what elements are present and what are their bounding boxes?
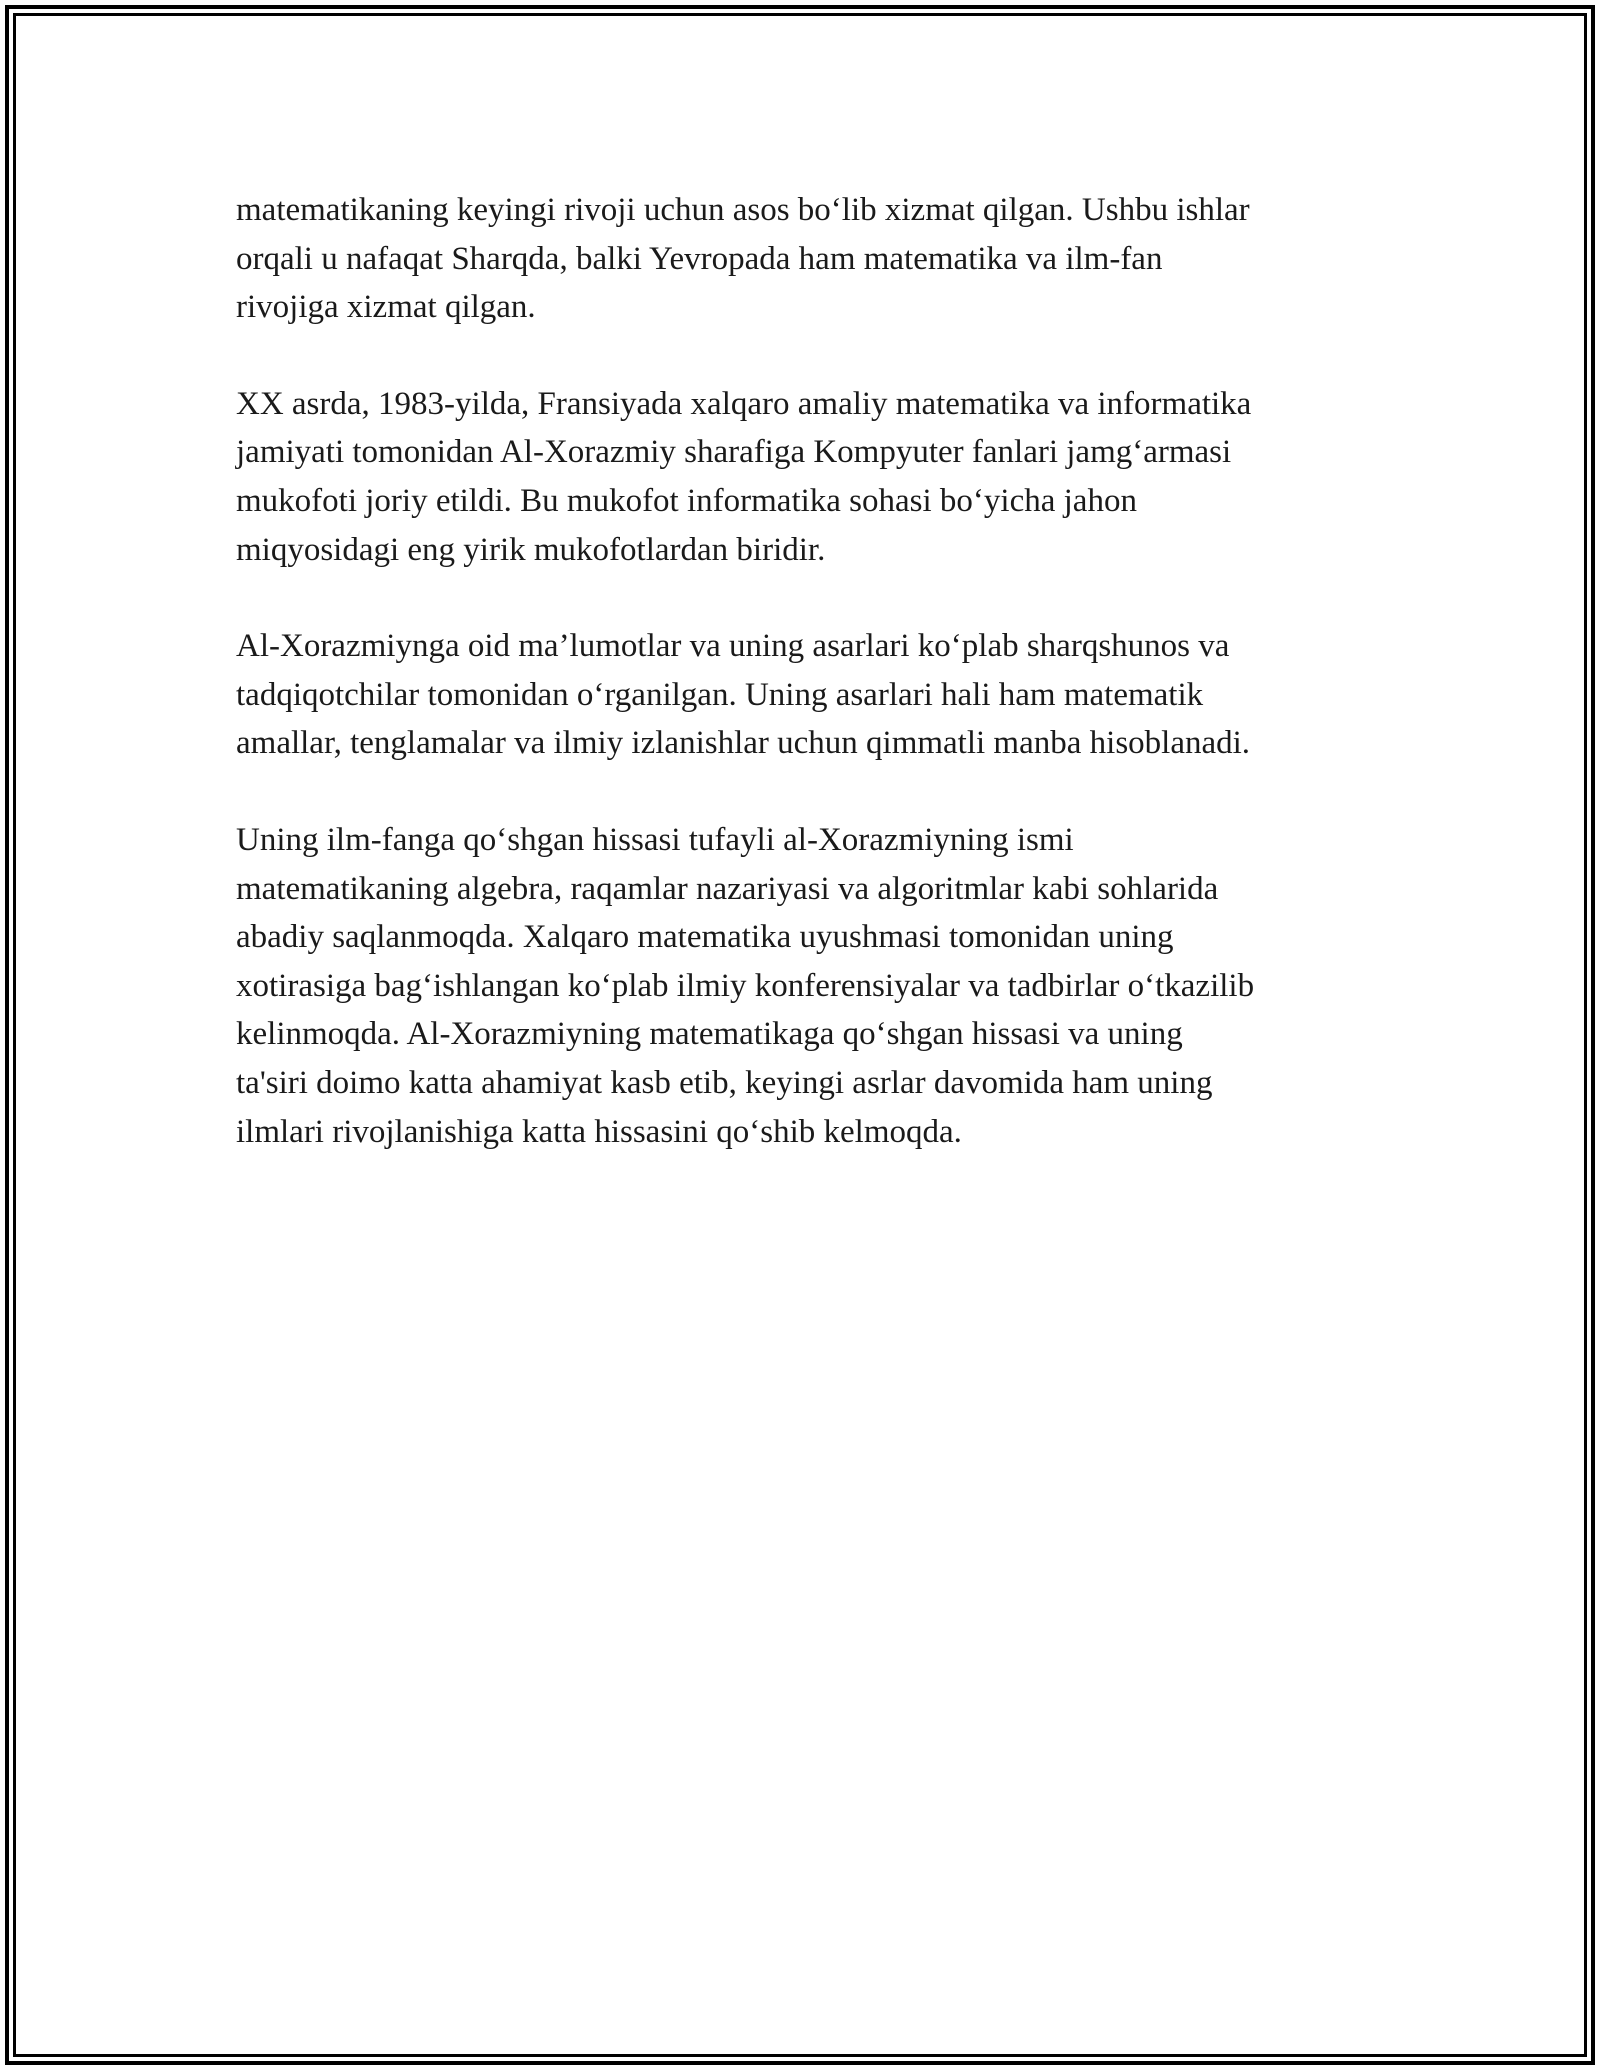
document-body <box>236 186 1376 1204</box>
paragraph-4: Uning ilm-fanga qo‘shgan hissasi tufayli al-Xorazmiyning ismi matematikaning algebra, raqamlar nazariyasi va algoritmlar kabi sohlarida abadiy saqlanmoqda. Xalqaro matematika uyushmasi tomonidan uning xotirasiga bag‘ishlangan ko‘plab ilmiy konferensiyalar va tadbirlar o‘tkazilib kelinmoqda. Al-Xorazmiyning matematikaga qo‘shgan hissasi va uning ta'siri doimo katta ahamiyat kasb etib, keyingi asrlar davomida ham uning ilmlari rivojlanishiga katta hissasini qo‘shib kelmoqda. <box>236 821 1255 1150</box>
paragraph-1: matematikaning keyingi rivoji uchun asos bo‘lib xizmat qilgan. Ushbu ishlar orqali u nafaqat Sharqda, balki Yevropada ham matematika va ilm-fan rivojiga xizmat qilgan. <box>236 192 1250 326</box>
paragraph-3: Al-Xorazmiynga oid ma’lumotlar va uning asarlari ko‘plab sharqshunos va tadqiqotchilar tomonidan o‘rganilgan. Uning asarlari hali ham matematik amallar, tenglamalar va ilmiy izlanishlar uchun qimmatli manba hisoblanadi. <box>236 628 1251 762</box>
paragraph-2: XX asrda, 1983-yilda, Fransiyada xalqaro amaliy matematika va informatika jamiyati tomonidan Al-Xorazmiy sharafiga Kompyuter fanlari jamg‘armasi mukofoti joriy etildi. Bu mukofot informatika sohasi bo‘yicha jahon miqyosidagi eng yirik mukofotlardan biridir. <box>236 385 1252 568</box>
